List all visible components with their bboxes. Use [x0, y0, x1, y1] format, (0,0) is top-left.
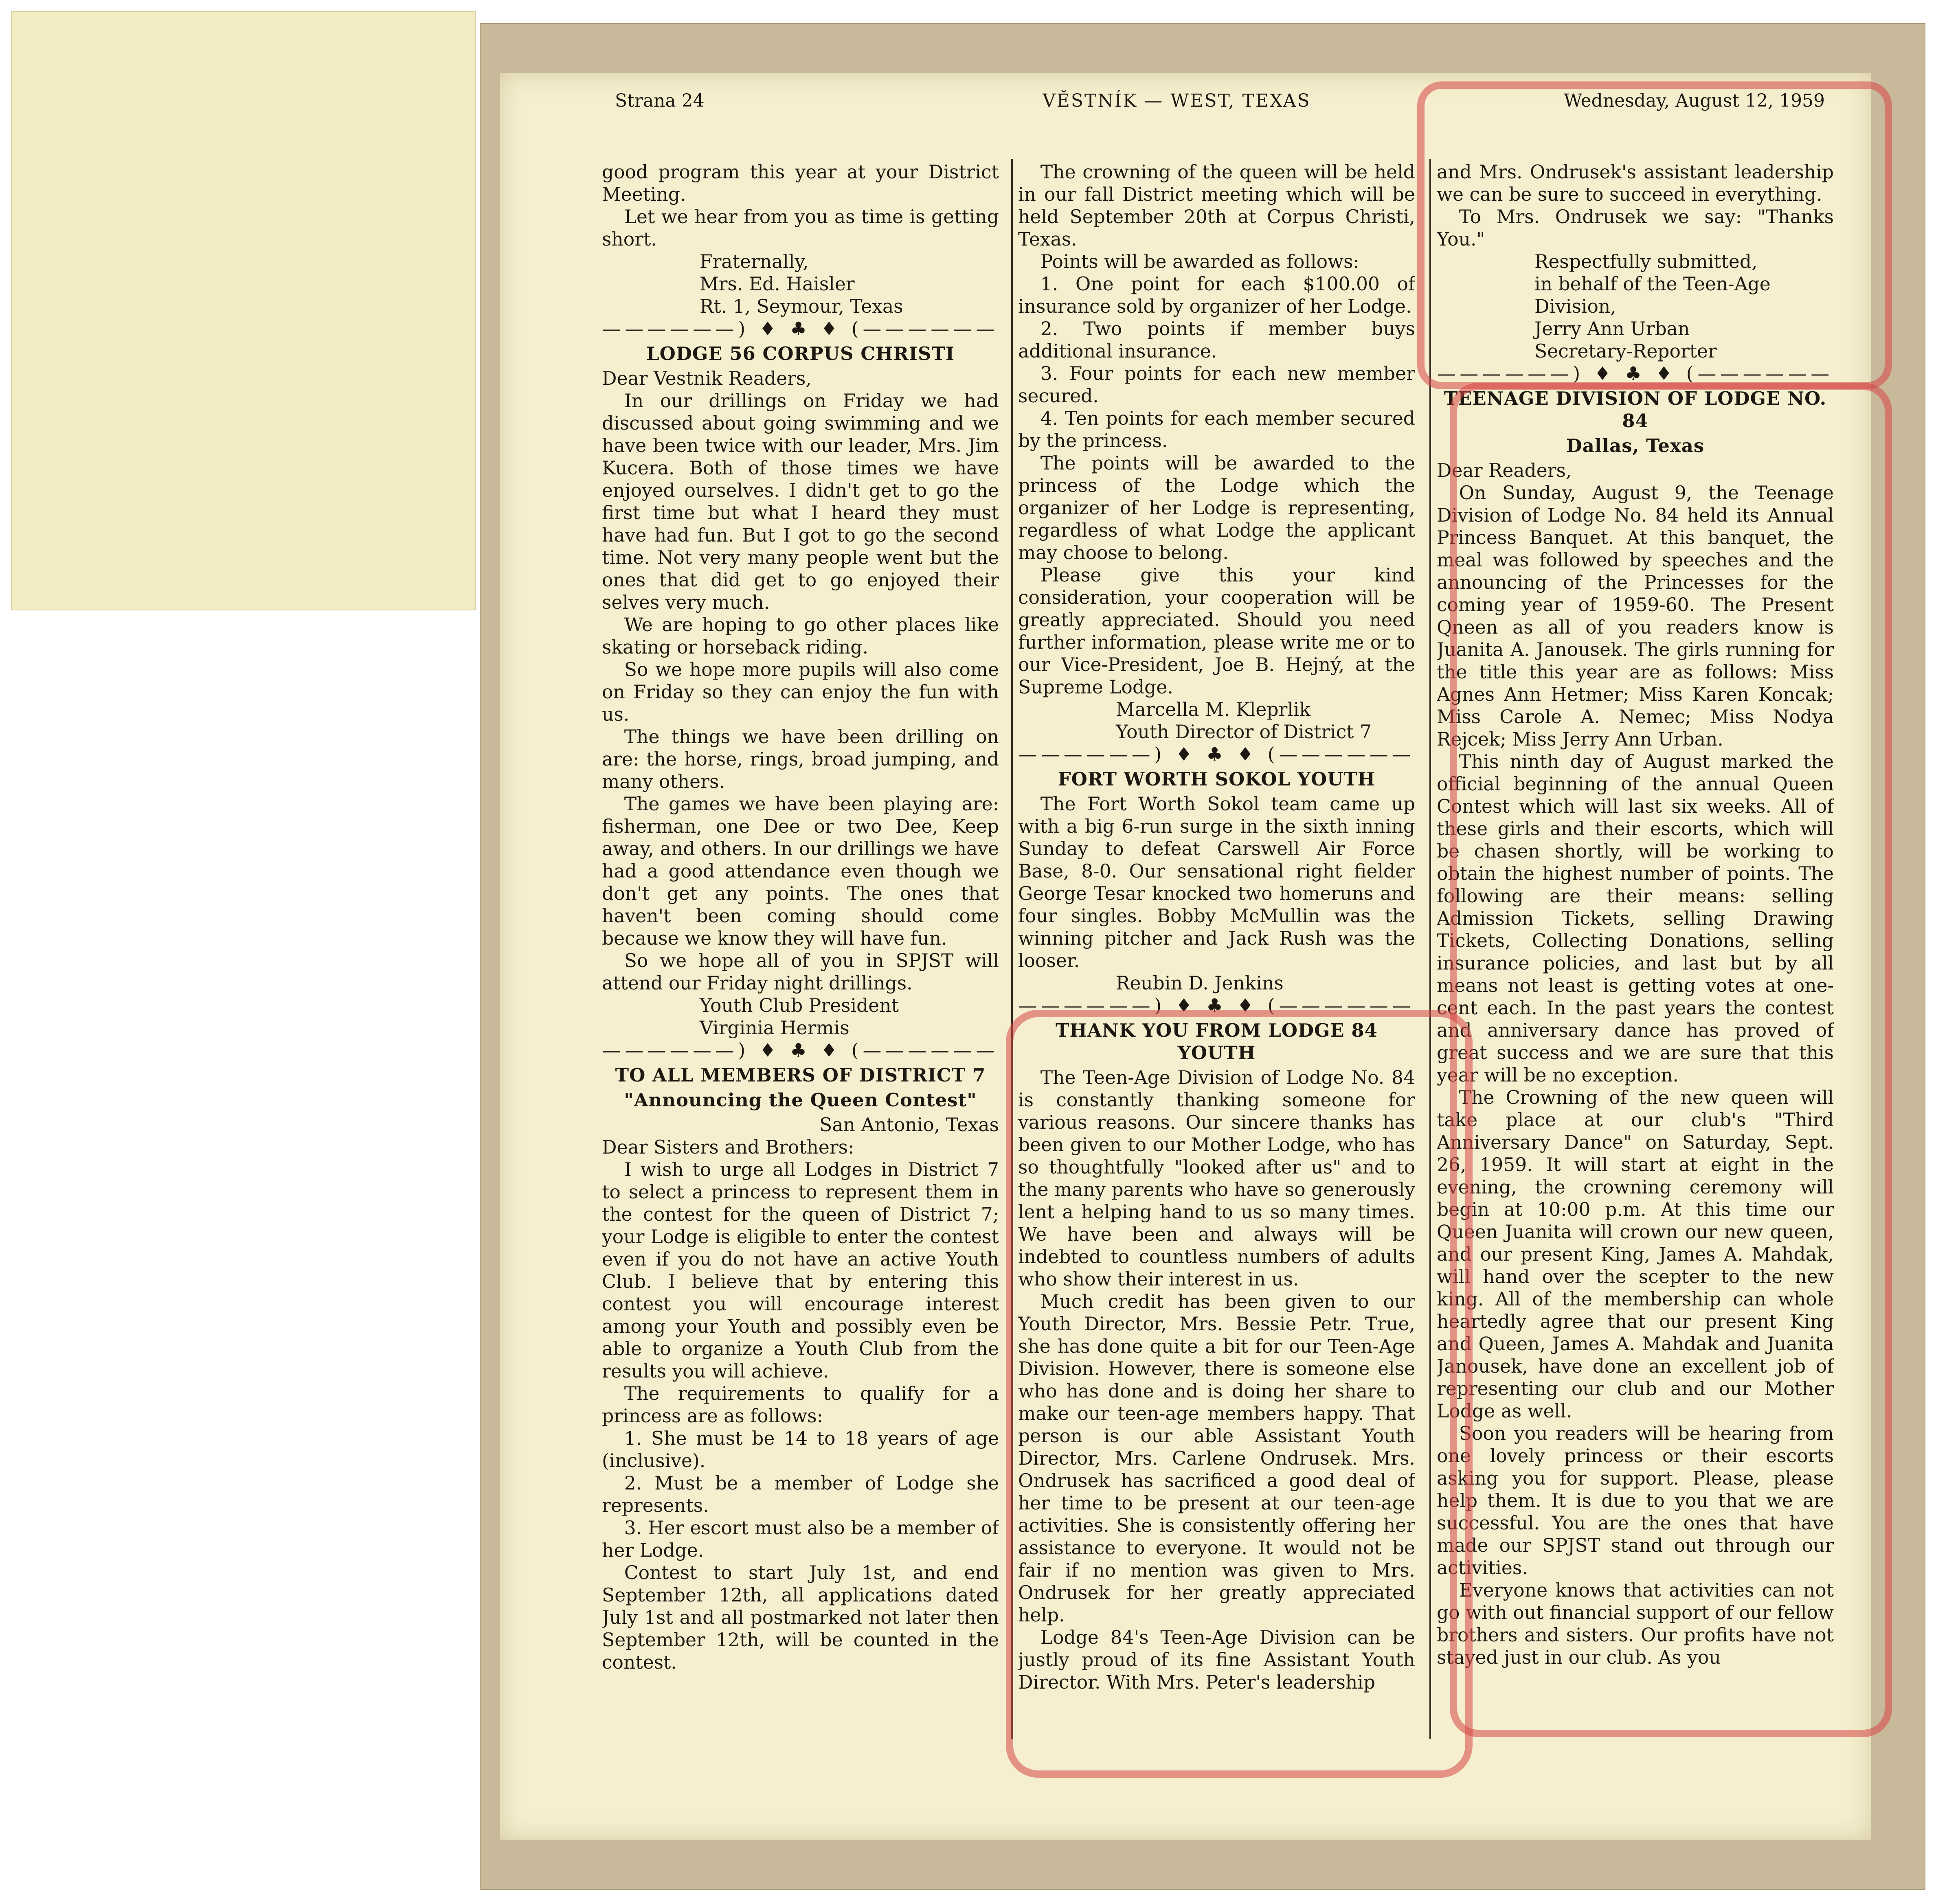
section-divider: ——————) ♦ ♣ ♦ (——————: [1018, 995, 1415, 1016]
list-item: 1. One point for each $100.00 of insurance sold by organizer of her Lodge.: [1018, 273, 1415, 317]
dateline: San Antonio, Texas: [819, 1114, 999, 1136]
page-header-right: Wednesday, August 12, 1959: [1564, 90, 1825, 111]
article-heading: TEENAGE DIVISION OF LODGE NO. 84: [1444, 388, 1827, 432]
text-paragraph: Points will be awarded as follows:: [1040, 251, 1359, 272]
list-item: 2. Two points if member buys additional insurance.: [1018, 318, 1415, 362]
section-divider: ——————) ♦ ♣ ♦ (——————: [602, 318, 999, 340]
section-divider: ——————) ♦ ♣ ♦ (——————: [1018, 744, 1415, 765]
text-paragraph: The things we have been drilling on are: the horse, rings, broad jumping, and many others.: [602, 726, 999, 792]
signature-line: Jerry Ann Urban: [1534, 318, 1690, 340]
text-paragraph: The Fort Worth Sokol team came up with a big 6-run surge in the sixth inning Sunday to defeat Carswell Air Force Base, 8-0. Our sensational right fielder George Tesar knocked two homeruns and four singles. Bobby McMullin was the winning pitcher and Jack Rush was the looser.: [1018, 793, 1415, 972]
column-rule-1: [1011, 159, 1013, 1739]
page-header-center: VĚSTNÍK — WEST, TEXAS: [1043, 90, 1311, 111]
text-paragraph: The Teen-Age Division of Lodge No. 84 is constantly thanking someone for various reasons. Our sincere thanks has been given to our Mother Lodge, who has so thoughtfully "looked after us" and to the many parents who have so generously lent a helping hand to us so many times. We have been and always will be indebted to countless numbers of adults who show their interest in us.: [1018, 1067, 1415, 1290]
column-1: [602, 161, 999, 1749]
column-rule-2: [1429, 159, 1431, 1739]
list-item: 4. Ten points for each member secured by the princess.: [1018, 408, 1415, 452]
page-header-left: Strana 24: [615, 90, 705, 111]
text-paragraph: In our drillings on Friday we had discussed about going swimming and we have been twice with our leader, Mrs. Jim Kucera. Both of those times we have enjoyed ourselves. I didn't get to go the first time but what I heard they must have had fun. But I got to go the second time. Not very many people went but the ones that did get to go enjoyed their selves very much.: [602, 390, 999, 613]
signature-line: Youth Director of District 7: [1116, 721, 1372, 743]
text-paragraph: good program this year at your District Meeting.: [602, 161, 999, 205]
text-paragraph: Everyone knows that activities can not go with out financial support of our fellow brothers and sisters. Our profits have not stayed just in our club. As you: [1437, 1579, 1834, 1668]
section-divider: ——————) ♦ ♣ ♦ (——————: [1437, 363, 1834, 384]
list-item: 2. Must be a member of Lodge she represents.: [602, 1472, 999, 1516]
list-item: 3. Four points for each new member secured.: [1018, 363, 1415, 407]
text-paragraph: Lodge 84's Teen-Age Division can be justly proud of its fine Assistant Youth Director. With Mrs. Peter's leadership: [1018, 1627, 1415, 1693]
text-paragraph: The points will be awarded to the princess of the Lodge which the organizer of her Lodge is representing, regardless of what Lodge the applicant may choose to belong.: [1018, 452, 1415, 564]
section-divider: ——————) ♦ ♣ ♦ (——————: [602, 1040, 999, 1061]
signature-line: Respectfully submitted,: [1534, 251, 1758, 272]
text-paragraph: Please give this your kind consideration, your cooperation will be greatly appreciated. Should you need further information, please write me or to our Vice-President, Joe B. Hejný, at the Supreme Lodge.: [1018, 564, 1415, 698]
list-item: 1. She must be 14 to 18 years of age (inclusive).: [602, 1428, 999, 1472]
salutation: Dear Readers,: [1437, 460, 1572, 481]
text-paragraph: The requirements to qualify for a princess are as follows:: [602, 1383, 999, 1427]
signature-line: Virginia Hermis: [700, 1017, 849, 1039]
text-paragraph: I wish to urge all Lodges in District 7 to select a princess to represent them in the contest for the queen of District 7; your Lodge is eligible to enter the contest even if you do not have an active Youth Club. I believe that by entering this contest you will encourage interest among your Youth and possibly even be able to organize a Youth Club from the results you will achieve.: [602, 1159, 999, 1382]
text-paragraph: Let we hear from you as time is getting short.: [602, 206, 999, 250]
article-heading: FORT WORTH SOKOL YOUTH: [1058, 768, 1376, 790]
text-paragraph: So we hope all of you in SPJST will attend our Friday night drillings.: [602, 950, 999, 994]
text-paragraph: Contest to start July 1st, and end September 12th, all applications dated July 1st and all postmarked not later then September 12th, will be counted in the contest.: [602, 1562, 999, 1673]
clipping-masthead: [471, 11, 476, 15]
article-heading: THANK YOU FROM LODGE 84 YOUTH: [1056, 1020, 1378, 1064]
text-paragraph: The games we have been playing are: fisherman, one Dee or two Dee, Keep away, and others. In our drillings we have had a good attendance even though we don't get any points. The ones that haven't been coming should come because we know they will have fun.: [602, 793, 999, 949]
salutation: Dear Vestnik Readers,: [602, 368, 812, 389]
text-paragraph: On Sunday, August 9, the Teenage Division of Lodge No. 84 held its Annual Princess Banquet. At this banquet, the meal was followed by speeches and the announcing of the Princesses for the coming year of 1959-60. The Present Qneen as all of you readers know is Juanita A. Janousek. The girls running for the title this year are as follows: Miss Agnes Ann Hetmer; Miss Karen Koncak; Miss Carole A. Nemec; Miss Nodya Rejcek; Miss Jerry Ann Urban.: [1437, 482, 1834, 750]
column-3: [1437, 161, 1834, 1749]
article-heading: LODGE 56 CORPUS CHRISTI: [646, 343, 955, 364]
newspaper-clipping: [11, 11, 476, 610]
article-subheading: Dallas, Texas: [1566, 435, 1705, 456]
article-subheading: "Announcing the Queen Contest": [624, 1089, 977, 1111]
signature-line: Youth Club President: [700, 995, 899, 1016]
signature-line: Division,: [1534, 296, 1616, 317]
text-paragraph: We are hoping to go other places like skating or horseback riding.: [602, 614, 999, 658]
clipping-rotated-content: [471, 11, 476, 15]
text-paragraph: Much credit has been given to our Youth Director, Mrs. Bessie Petr. True, she has done quite a bit for our Teen-Age Division. However, there is someone else who has done and is doing her share to make our teen-age members happy. That person is our able Assistant Youth Director, Mrs. Carlene Ondrusek. Mrs. Ondrusek has sacrificed a good deal of her time to be present at our teen-age activities. She is consistently offering her assistance to everyone. It would not be fair if no mention was given to Mrs. Ondrusek for her greatly appreciated help.: [1018, 1291, 1415, 1626]
text-paragraph: Soon you readers will be hearing from one lovely princess or their escorts asking you for support. Please, please help them. It is due to you that we are successful. You are the ones that have made our SPJST stand out through our activities.: [1437, 1423, 1834, 1579]
column-2: [1018, 161, 1415, 1749]
signature-line: Fraternally,: [700, 251, 809, 272]
signature-line: Rt. 1, Seymour, Texas: [700, 296, 903, 317]
salutation: Dear Sisters and Brothers:: [602, 1136, 854, 1158]
signature-line: Reubin D. Jenkins: [1116, 972, 1284, 994]
signature-line: Secretary-Reporter: [1534, 340, 1717, 362]
article-heading: TO ALL MEMBERS OF DISTRICT 7: [615, 1064, 986, 1086]
text-paragraph: and Mrs. Ondrusek's assistant leadership we can be sure to succeed in everything.: [1437, 161, 1834, 205]
text-paragraph: To Mrs. Ondrusek we say: "Thanks You.": [1437, 206, 1834, 250]
signature-line: Mrs. Ed. Haisler: [700, 273, 855, 295]
list-item: 3. Her escort must also be a member of her Lodge.: [602, 1517, 999, 1561]
text-paragraph: The crowning of the queen will be held in our fall District meeting which will be held September 20th at Corpus Christi, Texas.: [1018, 161, 1415, 250]
text-paragraph: The Crowning of the new queen will take place at our club's "Third Anniversary Dance" on Saturday, Sept. 26, 1959. It will start at eight in the evening, the crowning ceremony will begin at 10:00 p.m. At this time our Queen Juanita will crown our new queen, and our present King, James A. Mahdak, will hand over the scepter to the new king. All of the membership can whole heartedly agree that our present King and Queen, James A. Mahdak and Juanita Janousek, have done an excellent job of representing our club and our Mother Lodge as well.: [1437, 1087, 1834, 1422]
text-paragraph: This ninth day of August marked the official beginning of the annual Queen Contest which will last six weeks. All of these girls and their escorts, which will be chasen shortly, will be working to obtain the highest number of points. The following are their means: selling Admission Tickets, selling Drawing Tickets, Collecting Donations, selling insurance policies, and last but by all means not least is getting votes at one-cent each. In the past years the contest and anniversary dance has proved of great success and we are sure that this year will be no exception.: [1437, 751, 1834, 1086]
signature-line: in behalf of the Teen-Age: [1534, 273, 1771, 295]
signature-line: Marcella M. Kleprlik: [1116, 699, 1311, 720]
text-paragraph: So we hope more pupils will also come on Friday so they can enjoy the fun with us.: [602, 659, 999, 725]
